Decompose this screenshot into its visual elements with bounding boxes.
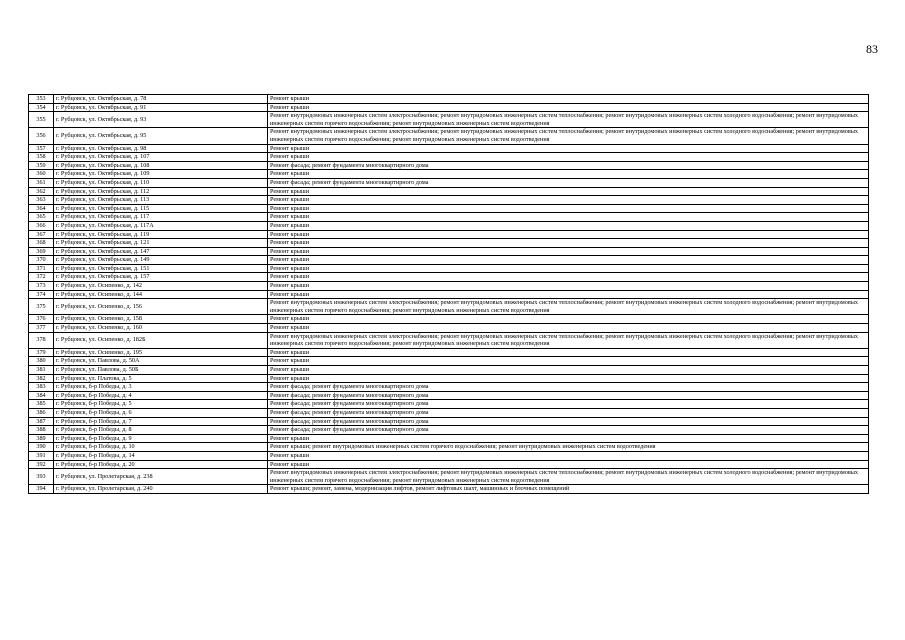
row-work-type: Ремонт крыши [268,103,869,112]
row-number: 392 [29,460,54,469]
row-work-type: Ремонт крыши; ремонт внутридомовых инженерных систем горячего водоснабжения; ремонт внутридомовых инженерных систем водоотведения [268,443,869,452]
row-address: г. Рубцовск, ул. Октябрьская, д. 98 [54,144,268,153]
row-address: г. Рубцовск, б-р Победы, д. 5 [54,400,268,409]
row-number: 364 [29,204,54,213]
row-address: г. Рубцовск, ул. Осипенко, д. 142 [54,282,268,291]
row-work-type: Ремонт крыши [268,230,869,239]
row-address: г. Рубцовск, ул. Октябрьская, д. 157 [54,273,268,282]
row-number: 365 [29,213,54,222]
row-work-type: Ремонт внутридомовых инженерных систем электроснабжения; ремонт внутридомовых инженерных систем теплоснабжения; ремонт внутридомовых инженерных систем холодного водоснабжения; ремонт внутридомовых инженерных систем горячего водоснабжения; ремонт внутридомовых инженерных систем водоотведения [268,332,869,348]
table-row [29,95,869,104]
table-row [29,443,869,452]
row-work-type: Ремонт фасада; ремонт фундамента многоквартирного дома [268,383,869,392]
table-row [29,374,869,383]
table-row [29,247,869,256]
row-number: 381 [29,366,54,375]
row-number: 376 [29,315,54,324]
row-number: 378 [29,332,54,348]
row-number: 389 [29,434,54,443]
table-row [29,299,869,315]
row-work-type: Ремонт внутридомовых инженерных систем электроснабжения; ремонт внутридомовых инженерных систем теплоснабжения; ремонт внутридомовых инженерных систем холодного водоснабжения; ремонт внутридомовых инженерных систем горячего водоснабжения; ремонт внутридомовых инженерных систем водоотведения [268,299,869,315]
row-address: г. Рубцовск, ул. Павлова, д. 50А [54,357,268,366]
row-address: г. Рубцовск, ул. Павлова, д. 50Б [54,366,268,375]
row-work-type: Ремонт крыши [268,196,869,205]
row-work-type: Ремонт внутридомовых инженерных систем электроснабжения; ремонт внутридомовых инженерных систем теплоснабжения; ремонт внутридомовых инженерных систем холодного водоснабжения; ремонт внутридомовых инженерных систем горячего водоснабжения; ремонт внутридомовых инженерных систем водоотведения [268,112,869,128]
table-row [29,408,869,417]
row-work-type: Ремонт крыши [268,324,869,333]
row-number: 363 [29,196,54,205]
row-work-type: Ремонт крыши [268,434,869,443]
table-row [29,204,869,213]
row-number: 367 [29,230,54,239]
row-number: 368 [29,239,54,248]
row-number: 388 [29,426,54,435]
row-work-type: Ремонт крыши [268,221,869,230]
table-row [29,417,869,426]
row-work-type: Ремонт крыши [268,357,869,366]
table-row [29,264,869,273]
row-address: г. Рубцовск, ул. Октябрьская, д. 107 [54,153,268,162]
row-address: г. Рубцовск, ул. Октябрьская, д. 119 [54,230,268,239]
table-row [29,178,869,187]
row-address: г. Рубцовск, ул. Октябрьская, д. 115 [54,204,268,213]
row-number: 373 [29,282,54,291]
row-address: г. Рубцовск, б-р Победы, д. 9 [54,434,268,443]
table-row [29,161,869,170]
table-row [29,348,869,357]
row-work-type: Ремонт фасада; ремонт фундамента многоквартирного дома [268,417,869,426]
row-address: г. Рубцовск, ул. Октябрьская, д. 95 [54,128,268,144]
row-work-type: Ремонт крыши [268,366,869,375]
table-row [29,383,869,392]
table-row [29,239,869,248]
row-address: г. Рубцовск, б-р Победы, д. 8 [54,426,268,435]
table-row [29,357,869,366]
row-work-type: Ремонт фасада; ремонт фундамента многоквартирного дома [268,408,869,417]
row-work-type: Ремонт внутридомовых инженерных систем электроснабжения; ремонт внутридомовых инженерных систем теплоснабжения; ремонт внутридомовых инженерных систем холодного водоснабжения; ремонт внутридомовых инженерных систем горячего водоснабжения; ремонт внутридомовых инженерных систем водоотведения [268,128,869,144]
row-number: 366 [29,221,54,230]
table-row [29,391,869,400]
row-work-type: Ремонт крыши [268,239,869,248]
table-row [29,460,869,469]
table-row [29,324,869,333]
row-address: г. Рубцовск, б-р Победы, д. 4 [54,391,268,400]
row-work-type: Ремонт фасада; ремонт фундамента многоквартирного дома [268,400,869,409]
row-address: г. Рубцовск, ул. Октябрьская, д. 109 [54,170,268,179]
row-address: г. Рубцовск, ул. Октябрьская, д. 121 [54,239,268,248]
row-work-type: Ремонт крыши [268,290,869,299]
table-row [29,315,869,324]
row-address: г. Рубцовск, ул. Платова, д. 5 [54,374,268,383]
row-address: г. Рубцовск, б-р Победы, д. 3 [54,383,268,392]
row-number: 360 [29,170,54,179]
table-row [29,332,869,348]
table-row [29,213,869,222]
row-work-type: Ремонт крыши [268,95,869,104]
table-row [29,112,869,128]
row-work-type: Ремонт крыши; ремонт, замена, модернизация лифтов, ремонт лифтовых шахт, машинных и блочных помещений [268,485,869,494]
row-work-type: Ремонт крыши [268,315,869,324]
row-work-type: Ремонт фасада; ремонт фундамента многоквартирного дома [268,161,869,170]
table-row [29,230,869,239]
row-address: г. Рубцовск, ул. Октябрьская, д. 117А [54,221,268,230]
row-address: г. Рубцовск, ул. Пролетарская, д. 238 [54,469,268,485]
row-address: г. Рубцовск, б-р Победы, д. 20 [54,460,268,469]
row-address: г. Рубцовск, ул. Октябрьская, д. 91 [54,103,268,112]
row-number: 387 [29,417,54,426]
row-number: 354 [29,103,54,112]
row-number: 374 [29,290,54,299]
table-row [29,273,869,282]
table-row [29,451,869,460]
row-address: г. Рубцовск, ул. Октябрьская, д. 110 [54,178,268,187]
row-work-type: Ремонт крыши [268,374,869,383]
table-row [29,144,869,153]
row-number: 384 [29,391,54,400]
row-address: г. Рубцовск, б-р Победы, д. 14 [54,451,268,460]
page-number: 83 [866,42,878,56]
row-address: г. Рубцовск, ул. Октябрьская, д. 93 [54,112,268,128]
row-work-type: Ремонт крыши [268,187,869,196]
row-address: г. Рубцовск, ул. Осипенко, д. 144 [54,290,268,299]
row-work-type: Ремонт крыши [268,348,869,357]
table-row [29,485,869,494]
table-row [29,469,869,485]
row-work-type: Ремонт крыши [268,256,869,265]
row-work-type: Ремонт крыши [268,460,869,469]
table-row [29,366,869,375]
register-table-body [29,95,869,494]
row-number: 393 [29,469,54,485]
row-address: г. Рубцовск, ул. Октябрьская, д. 149 [54,256,268,265]
row-work-type: Ремонт крыши [268,213,869,222]
row-address: г. Рубцовск, ул. Осипенко, д. 158 [54,315,268,324]
row-number: 383 [29,383,54,392]
row-work-type: Ремонт крыши [268,451,869,460]
row-number: 355 [29,112,54,128]
row-number: 385 [29,400,54,409]
table-row [29,434,869,443]
row-work-type: Ремонт крыши [268,144,869,153]
row-number: 390 [29,443,54,452]
table-row [29,153,869,162]
row-number: 357 [29,144,54,153]
table-row [29,290,869,299]
row-number: 370 [29,256,54,265]
row-work-type: Ремонт фасада; ремонт фундамента многоквартирного дома [268,426,869,435]
row-address: г. Рубцовск, б-р Победы, д. 10 [54,443,268,452]
row-number: 375 [29,299,54,315]
row-work-type: Ремонт фасада; ремонт фундамента многоквартирного дома [268,178,869,187]
row-address: г. Рубцовск, ул. Осипенко, д. 182Б [54,332,268,348]
row-work-type: Ремонт внутридомовых инженерных систем электроснабжения; ремонт внутридомовых инженерных систем теплоснабжения; ремонт внутридомовых инженерных систем холодного водоснабжения; ремонт внутридомовых инженерных систем горячего водоснабжения; ремонт внутридомовых инженерных систем водоотведения [268,469,869,485]
row-number: 358 [29,153,54,162]
row-number: 361 [29,178,54,187]
table-row [29,426,869,435]
row-work-type: Ремонт крыши [268,170,869,179]
row-address: г. Рубцовск, ул. Осипенко, д. 160 [54,324,268,333]
row-number: 362 [29,187,54,196]
row-work-type: Ремонт крыши [268,247,869,256]
row-address: г. Рубцовск, ул. Октябрьская, д. 113 [54,196,268,205]
table-row [29,103,869,112]
row-address: г. Рубцовск, ул. Октябрьская, д. 112 [54,187,268,196]
table-row [29,128,869,144]
table-row [29,400,869,409]
row-number: 369 [29,247,54,256]
table-row [29,187,869,196]
row-address: г. Рубцовск, ул. Октябрьская, д. 117 [54,213,268,222]
row-work-type: Ремонт крыши [268,153,869,162]
row-number: 386 [29,408,54,417]
row-number: 382 [29,374,54,383]
row-number: 377 [29,324,54,333]
row-address: г. Рубцовск, ул. Октябрьская, д. 147 [54,247,268,256]
row-number: 379 [29,348,54,357]
row-number: 380 [29,357,54,366]
row-number: 391 [29,451,54,460]
row-address: г. Рубцовск, б-р Победы, д. 7 [54,417,268,426]
table-row [29,282,869,291]
row-work-type: Ремонт крыши [268,282,869,291]
row-work-type: Ремонт крыши [268,264,869,273]
row-work-type: Ремонт крыши [268,204,869,213]
row-number: 371 [29,264,54,273]
row-number: 372 [29,273,54,282]
table-row [29,221,869,230]
table-row [29,170,869,179]
row-address: г. Рубцовск, б-р Победы, д. 6 [54,408,268,417]
row-work-type: Ремонт фасада; ремонт фундамента многоквартирного дома [268,391,869,400]
row-number: 353 [29,95,54,104]
row-work-type: Ремонт крыши [268,273,869,282]
row-address: г. Рубцовск, ул. Октябрьская, д. 151 [54,264,268,273]
row-number: 356 [29,128,54,144]
row-address: г. Рубцовск, ул. Октябрьская, д. 78 [54,95,268,104]
row-address: г. Рубцовск, ул. Октябрьская, д. 108 [54,161,268,170]
row-address: г. Рубцовск, ул. Осипенко, д. 195 [54,348,268,357]
table-row [29,196,869,205]
row-number: 394 [29,485,54,494]
row-number: 359 [29,161,54,170]
row-address: г. Рубцовск, ул. Пролетарская, д. 240 [54,485,268,494]
table-row [29,256,869,265]
row-address: г. Рубцовск, ул. Осипенко, д. 156 [54,299,268,315]
register-table [28,94,869,494]
